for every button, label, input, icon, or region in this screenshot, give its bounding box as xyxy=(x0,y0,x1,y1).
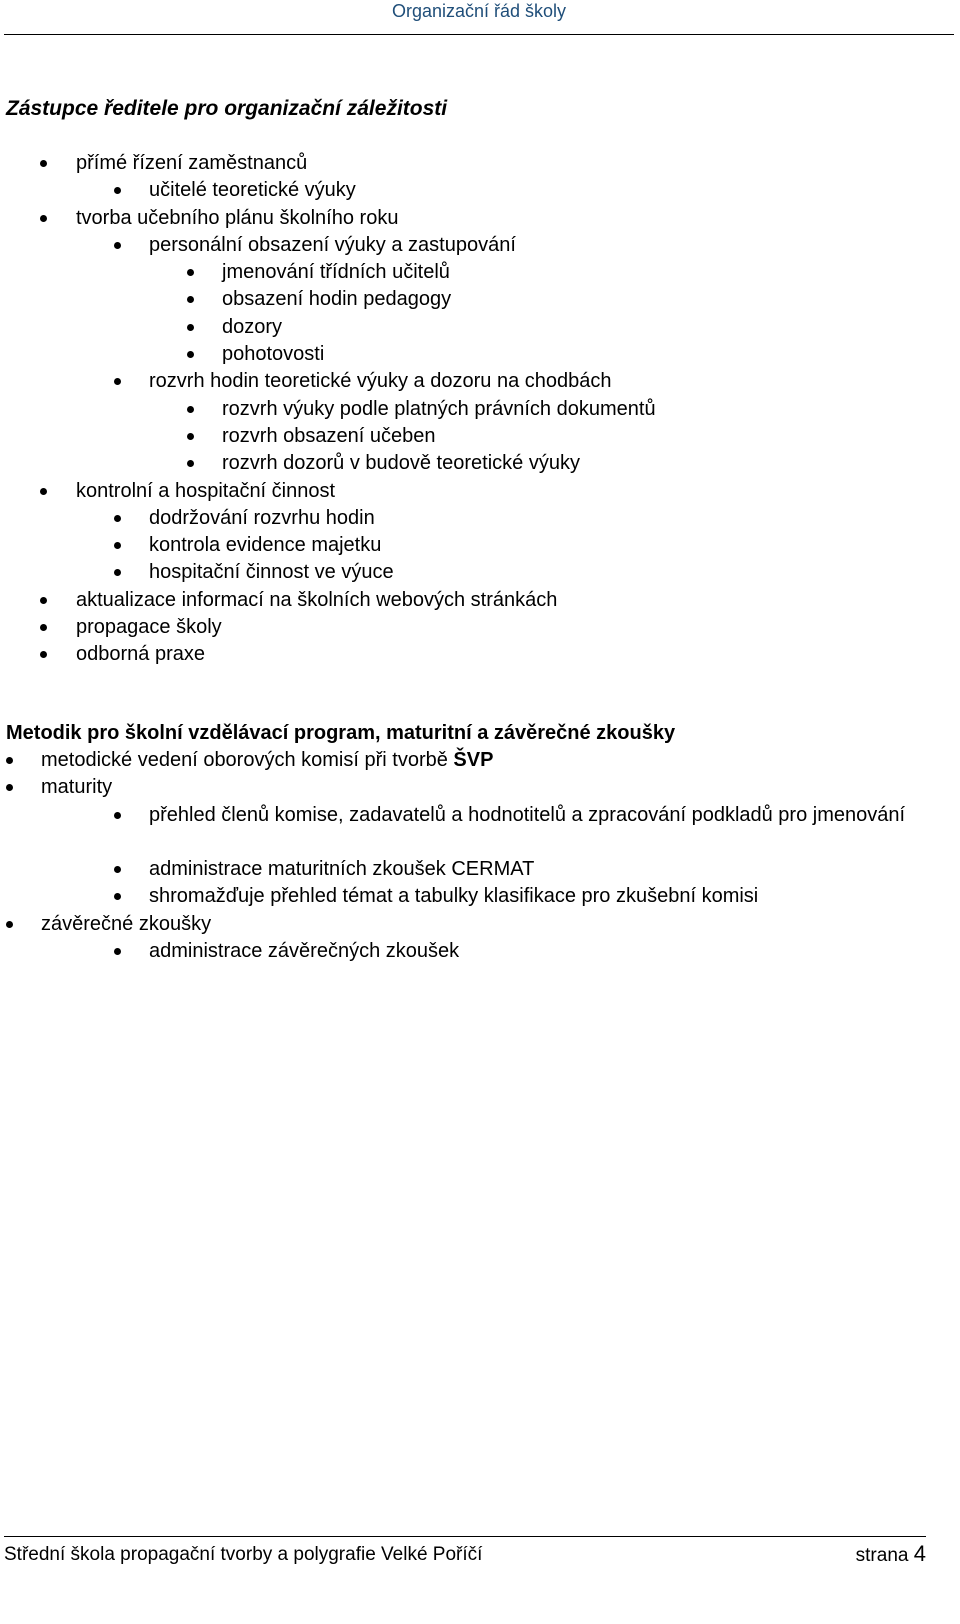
list-item-text: kontrolní a hospitační činnost xyxy=(76,479,336,502)
list-item-text-bold: ŠVP xyxy=(453,749,494,771)
list-item xyxy=(0,286,960,313)
bullet-icon xyxy=(187,324,194,331)
list-item-text xyxy=(41,747,493,774)
list-item xyxy=(0,938,960,965)
list-item xyxy=(0,368,960,395)
bullet-icon xyxy=(114,378,121,385)
section-title: Zástupce ředitele pro organizační záležitosti xyxy=(6,97,448,120)
bullet-icon xyxy=(114,542,121,549)
bullet-icon xyxy=(114,812,121,819)
bullet-icon xyxy=(40,651,47,658)
list-item xyxy=(0,505,960,532)
list-item-text: tvorba učebního plánu školního roku xyxy=(76,206,399,229)
list-item xyxy=(0,478,960,505)
section-title: Metodik pro školní vzdělávací program, maturitní a závěrečné zkoušky xyxy=(6,722,676,744)
bullet-icon xyxy=(114,242,121,249)
bullet-icon xyxy=(187,406,194,413)
list-item xyxy=(0,559,960,586)
list-item xyxy=(0,774,960,801)
duty-list xyxy=(0,150,960,669)
bullet-icon xyxy=(187,460,194,467)
list-item xyxy=(0,450,960,477)
list-item-text: obsazení hodin pedagogy xyxy=(222,288,452,311)
bullet-icon xyxy=(187,269,194,276)
bullet-icon xyxy=(114,893,121,900)
page-footer xyxy=(4,1536,926,1577)
list-item-text: personální obsazení výuky a zastupování xyxy=(149,233,516,256)
list-item-text: odborná praxe xyxy=(76,643,205,666)
list-item-text: dodržování rozvrhu hodin xyxy=(149,506,375,529)
page-header xyxy=(4,0,954,35)
list-item-text: závěrečné zkoušky xyxy=(41,912,212,935)
bullet-icon xyxy=(114,948,121,955)
list-item xyxy=(0,614,960,641)
list-item xyxy=(0,396,960,423)
list-item-text: aktualizace informací na školních webových stránkách xyxy=(76,588,558,611)
bullet-icon xyxy=(114,187,121,194)
bullet-icon xyxy=(187,433,194,440)
bullet-icon xyxy=(40,488,47,495)
duty-list xyxy=(0,747,960,965)
list-item xyxy=(0,314,960,341)
list-item-text: administrace závěrečných zkoušek xyxy=(149,940,460,963)
bullet-icon xyxy=(187,296,194,303)
bullet-icon xyxy=(40,597,47,604)
list-item-text: pohotovosti xyxy=(222,343,325,366)
bullet-icon xyxy=(187,351,194,358)
bullet-icon xyxy=(6,921,13,928)
list-item xyxy=(0,177,960,204)
list-item xyxy=(0,232,960,259)
list-item-text: učitelé teoretické výuky xyxy=(149,179,356,202)
list-item-text: rozvrh hodin teoretické výuky a dozoru na chodbách xyxy=(149,370,612,393)
list-item-text: rozvrh dozorů v budově teoretické výuky xyxy=(222,452,580,475)
list-item-text: dozory xyxy=(222,315,283,338)
list-item xyxy=(0,587,960,614)
footer-page-indicator xyxy=(856,1542,926,1568)
list-item-text: shromažďuje přehled témat a tabulky klasifikace pro zkušební komisi xyxy=(149,885,759,908)
footer-page-number: 4 xyxy=(913,1541,926,1566)
list-item xyxy=(0,423,960,450)
list-item-text: rozvrh obsazení učeben xyxy=(222,424,436,447)
section-deputy-director xyxy=(0,95,960,669)
header-title: Organizační řád školy xyxy=(391,1,567,21)
list-item-text-main: metodické vedení oborových komisí při tvorbě xyxy=(41,749,454,771)
footer-page-label: strana xyxy=(855,1545,909,1566)
bullet-icon xyxy=(114,866,121,873)
list-item-text: hospitační činnost ve výuce xyxy=(149,561,394,584)
list-item xyxy=(0,641,960,668)
bullet-icon xyxy=(6,757,13,764)
bullet-icon xyxy=(114,569,121,576)
bullet-icon xyxy=(40,215,47,222)
list-item xyxy=(0,150,960,177)
list-item xyxy=(0,747,960,774)
list-item xyxy=(0,532,960,559)
list-item-text: kontrola evidence majetku xyxy=(149,534,382,557)
list-item-text: přímé řízení zaměstnanců xyxy=(76,152,308,174)
list-item-text: propagace školy xyxy=(76,616,222,639)
bullet-icon xyxy=(40,160,47,167)
bullet-icon xyxy=(40,624,47,631)
list-item xyxy=(0,883,960,910)
list-item xyxy=(0,205,960,232)
list-item xyxy=(0,259,960,286)
footer-school-name: Střední škola propagační tvorby a polygrafie Velké Poříčí xyxy=(4,1544,483,1565)
list-item-text: jmenování třídních učitelů xyxy=(222,261,450,284)
list-item-text: administrace maturitních zkoušek CERMAT xyxy=(149,858,535,881)
section-methodologist xyxy=(0,719,960,965)
list-item-text: maturity xyxy=(41,776,113,799)
bullet-icon xyxy=(114,515,121,522)
list-item xyxy=(0,802,960,857)
list-item xyxy=(0,341,960,368)
list-item-text: přehled členů komise, zadavatelů a hodnotitelů a zpracování podkladů pro jmenování xyxy=(149,803,906,826)
list-item-text: rozvrh výuky podle platných právních dokumentů xyxy=(222,397,656,420)
list-item xyxy=(0,856,960,883)
list-item xyxy=(0,911,960,938)
bullet-icon xyxy=(6,784,13,791)
